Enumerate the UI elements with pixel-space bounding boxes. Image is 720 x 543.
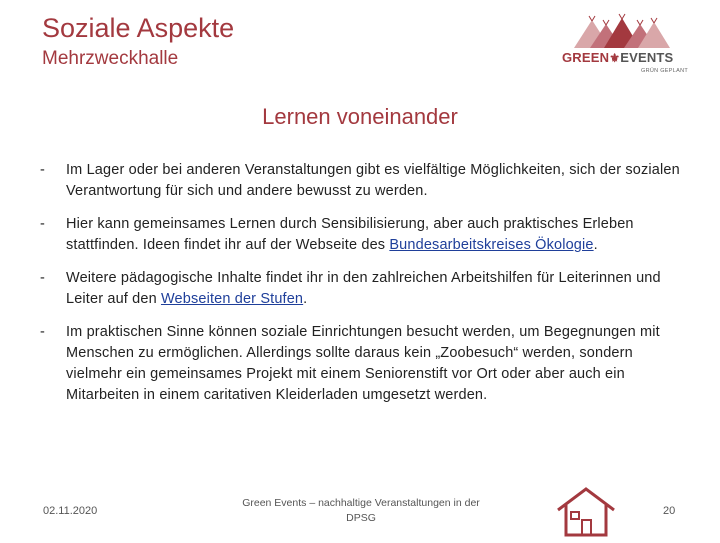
- slide-subtitle: Mehrzweckhalle: [42, 48, 179, 69]
- bullet-text-end: .: [593, 237, 598, 253]
- logo-tagline: GRÜN GEPLANT: [641, 68, 688, 74]
- logo-wordmark: [562, 50, 673, 65]
- bullet-marker: -: [40, 324, 45, 340]
- house-icon[interactable]: [553, 486, 619, 543]
- bullet-marker: -: [40, 162, 45, 178]
- lily-icon: ⚜: [609, 51, 621, 65]
- logo-word-green: GREEN: [562, 50, 610, 65]
- bullet-text: Weitere pädagogische Inhalte findet ihr in den zahlreichen Arbeitshilfen für Leiterinnen und Leiter auf den: [66, 270, 661, 307]
- bullet-item: [40, 322, 680, 406]
- bullet-text: Im Lager oder bei anderen Veranstaltungen gibt es vielfältige Möglichkeiten, sich der sozialen Verantwortung für sich und andere bewusst zu werden.: [66, 162, 680, 199]
- page-number: 20: [663, 505, 676, 517]
- bullet-list: [40, 160, 680, 418]
- green-events-logo: [560, 12, 690, 78]
- slide-title: Soziale Aspekte: [42, 13, 235, 43]
- footer-date: 02.11.2020: [43, 505, 98, 517]
- bullet-marker: -: [40, 270, 45, 286]
- footer-center-text: Green Events – nachhaltige Veranstaltungen in der DPSG: [242, 497, 480, 524]
- link-bundesarbeitskreis[interactable]: Bundesarbeitskreises Ökologie: [389, 237, 594, 253]
- bullet-text: Hier kann gemeinsames Lernen durch Sensibilisierung, aber auch praktisches Erleben stattfinden. Ideen findet ihr auf der Webseite des: [66, 216, 634, 253]
- bullet-text: Im praktischen Sinne können soziale Einrichtungen besucht werden, um Begegnungen mit Menschen zu ermöglichen. Allerdings sollte daraus kein „Zoobesuch“ werden, sondern vielmehr ein gemeinsames Projekt mit einem Seniorenstift vor Ort oder aber auch ein Mitarbeiten in einem caritativen Kleiderladen umgesetzt werden.: [66, 324, 660, 403]
- logo-word-events: EVENTS: [620, 50, 674, 65]
- section-heading: Lernen voneinander: [262, 104, 458, 129]
- tents-logo-icon: [560, 12, 690, 50]
- link-webseiten-stufen[interactable]: Webseiten der Stufen: [160, 291, 304, 307]
- bullet-item: [40, 160, 680, 202]
- bullet-marker: -: [40, 216, 45, 232]
- bullet-item: [40, 214, 680, 256]
- bullet-text-end: .: [303, 291, 308, 307]
- bullet-item: [40, 268, 680, 310]
